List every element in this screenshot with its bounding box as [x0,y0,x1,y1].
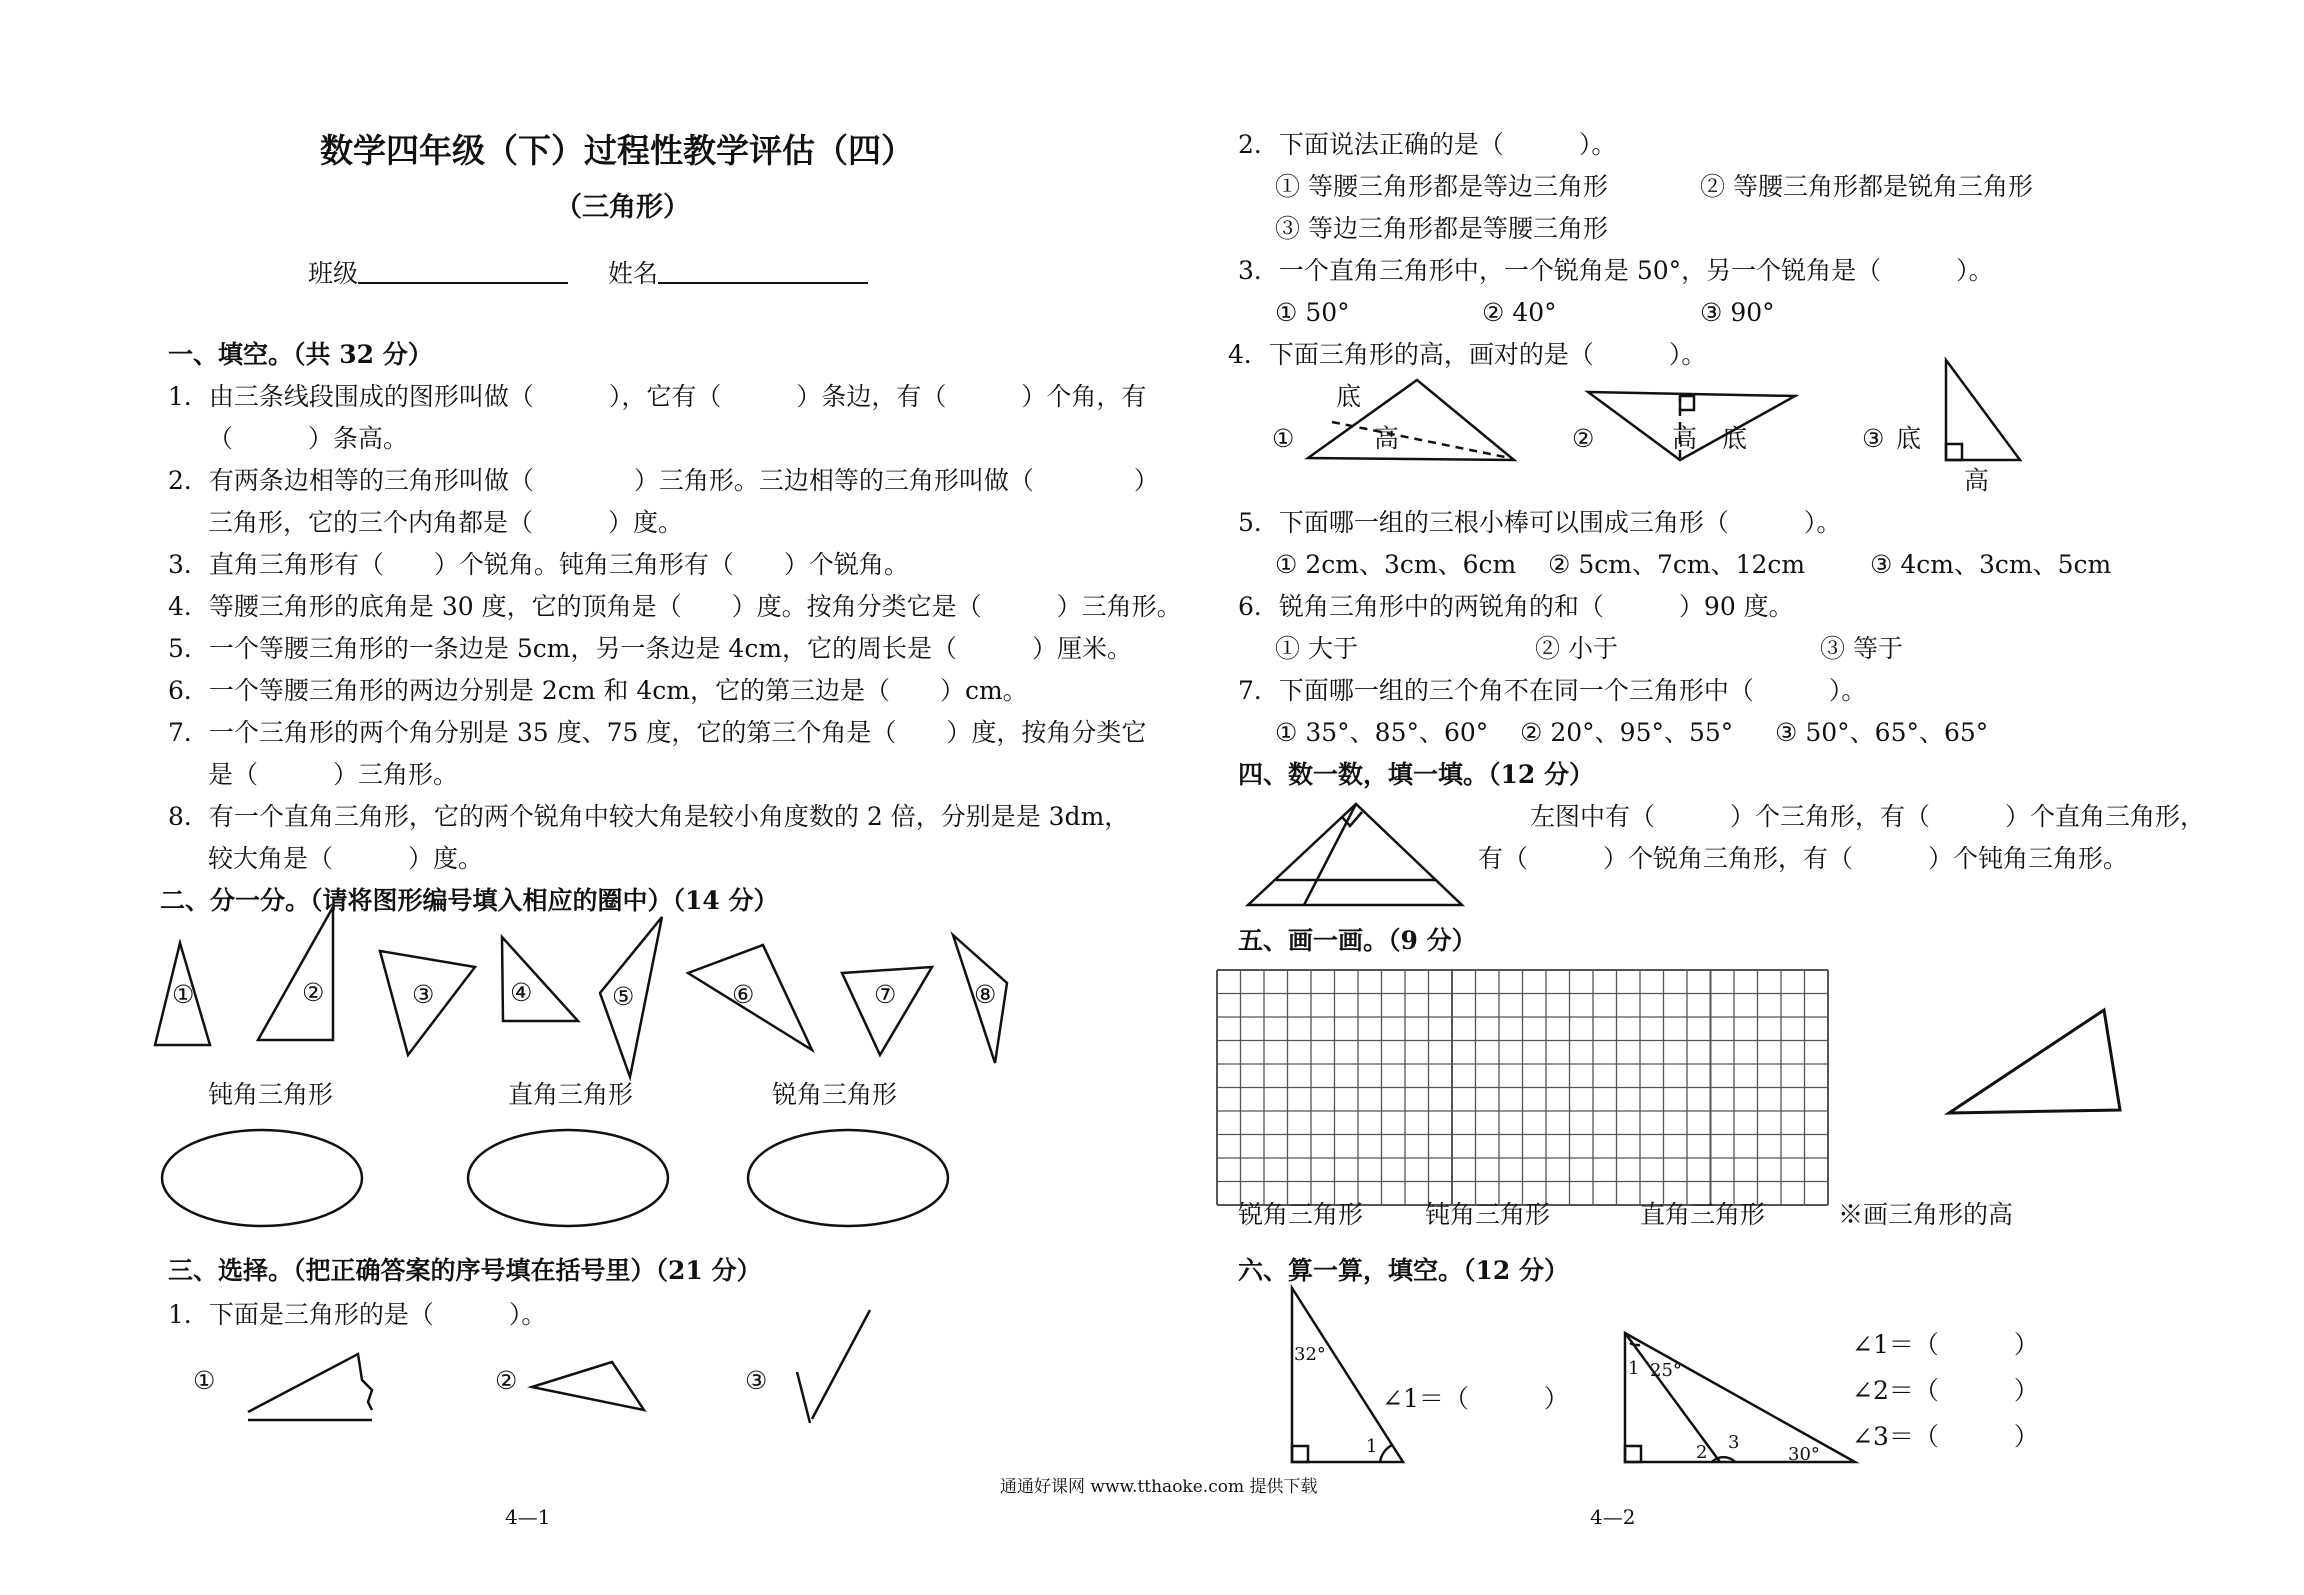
q5-option-2: ② 5cm、7cm、12cm [1548,550,1806,579]
draw-label-obtuse: 钝角三角形 [1425,1200,1551,1229]
drawing-grid [1217,970,1828,1205]
footer-credit: 通通好课网 www.tthaoke.com 提供下载 [1000,1477,1318,1497]
section-3-heading: 三、选择。（把正确答案的序号填在括号里）（21 分） [168,1256,762,1285]
fill-line: 6．一个等腰三角形的两边分别是 2cm 和 4cm，它的第三边是（ ）cm。 [168,676,1028,705]
class-field [308,258,568,289]
shape-label-7: ⑦ [874,980,897,1009]
section-5-heading: 五、画一画。（9 分） [1238,926,1477,955]
fill-line: 是（ ）三角形。 [208,760,459,789]
shape-label-4: ④ [510,978,533,1007]
fill-line: 2．有两条边相等的三角形叫做（ ）三角形。三边相等的三角形叫做（ ） [168,466,1159,495]
question-6: 6．锐角三角形中的两锐角的和（ ）90 度。 [1238,592,1794,621]
ellipse-right [468,1130,668,1226]
answer-angle-1: ∠1＝（ ） [1852,1330,2039,1359]
fill-line: 三角形，它的三个内角都是（ ）度。 [208,508,684,537]
q4-option-1: ① [1272,424,1295,453]
section-4-line-2: 有（ ）个锐角三角形，有（ ）个钝角三角形。 [1478,844,2129,873]
shape-label-5: ⑤ [612,982,635,1011]
shape-label-6: ⑥ [732,980,755,1009]
page-subtitle: （三角形） [555,192,690,223]
fig2-angle-2: 2 [1696,1442,1708,1463]
q1-option-3: ③ [745,1366,768,1395]
answer-angle-3: ∠3＝（ ） [1852,1422,2039,1451]
ellipse-obtuse [162,1130,362,1226]
category-obtuse: 钝角三角形 [208,1080,334,1109]
q7-option-2: ② 20°、95°、55° [1520,718,1734,747]
q3-option-2: ② 40° [1482,298,1557,327]
name-field [608,258,868,289]
section-4-line-1: 左图中有（ ）个三角形，有（ ）个直角三角形， [1530,802,2206,831]
category-right: 直角三角形 [508,1080,634,1109]
answer-angle-2: ∠2＝（ ） [1852,1376,2039,1405]
fig1-answer: ∠1＝（ ） [1382,1384,1569,1413]
q4-fig1-height: 高 [1374,424,1400,453]
ellipse-acute [748,1130,948,1226]
question-4: 4．下面三角形的高，画对的是（ ）。 [1228,340,1707,369]
fig2-angle-25: 25° [1650,1360,1682,1381]
fig1-angle-32: 32° [1294,1344,1326,1365]
page-title: 数学四年级（下）过程性教学评估（四） [320,131,914,170]
section-4-heading: 四、数一数，填一填。（12 分） [1238,760,1594,789]
q3-option-1: ① 50° [1275,298,1350,327]
page-number-right: 4—2 [1590,1505,1636,1529]
question-7: 7．下面哪一组的三个角不在同一个三角形中（ ）。 [1238,676,1867,705]
section-6-heading: 六、算一算，填空。（12 分） [1238,1256,1569,1285]
question-3: 3．一个直角三角形中，一个锐角是 50°，另一个锐角是（ ）。 [1238,256,1994,285]
q3-option-3: ③ 90° [1700,298,1775,327]
fig2-angle-1: 1 [1628,1358,1640,1379]
draw-label-height: ※画三角形的高 [1838,1200,2014,1229]
class-label: 班级 [308,259,359,288]
q4-fig3-base: 底 [1896,424,1922,453]
q4-fig1-base: 底 [1336,382,1362,411]
section-1-heading: 一、填空。（共 32 分） [168,340,433,369]
page-number-left: 4—1 [505,1505,551,1529]
class-input[interactable] [358,258,568,284]
angle-figure-2 [1625,1333,1855,1462]
count-triangles-figure [1248,804,1462,905]
angle-figure-1 [1292,1288,1403,1462]
q6-option-2: ② 小于 [1535,634,1618,663]
fill-line: 7．一个三角形的两个角分别是 35 度、75 度，它的第三个角是（ ）度，按角分类它 [168,718,1147,747]
q4-option-2: ② [1572,424,1595,453]
q5-option-3: ③ 4cm、3cm、5cm [1870,550,2112,579]
shape-label-1: ① [172,980,195,1009]
q4-fig2-base: 底 [1722,424,1748,453]
triangle-2 [258,907,333,1040]
fill-line: （ ）条高。 [208,424,409,453]
fig1-angle-1: 1 [1366,1436,1378,1457]
q4-fig3-height: 高 [1964,466,1990,495]
q7-option-3: ③ 50°、65°、65° [1775,718,1989,747]
q1-shape-1 [248,1354,372,1412]
category-acute: 锐角三角形 [772,1080,898,1109]
q6-option-3: ③ 等于 [1820,634,1903,663]
fill-line: 8．有一个直角三角形，它的两个锐角中较大角是较小角度数的 2 倍，分别是是 3dm， [168,802,1130,831]
fig2-angle-30: 30° [1788,1444,1820,1465]
q1-option-1: ① [193,1366,216,1395]
q4-option-3: ③ [1862,424,1885,453]
fill-line: 5．一个等腰三角形的一条边是 5cm，另一条边是 4cm，它的周长是（ ）厘米。 [168,634,1133,663]
q7-option-1: ① 35°、85°、60° [1275,718,1489,747]
q5-option-1: ① 2cm、3cm、6cm [1275,550,1517,579]
q1-shape-2 [532,1362,644,1410]
fill-line: 1．由三条线段围成的图形叫做（ ），它有（ ）条边，有（ ）个角，有 [168,382,1147,411]
section-2-heading: 二、分一分。（请将图形编号填入相应的圈中）（14 分） [160,886,779,915]
grid-triangle [1949,1010,2120,1113]
draw-label-acute: 锐角三角形 [1238,1200,1364,1229]
shape-label-3: ③ [412,980,435,1009]
fill-line: 4．等腰三角形的底角是 30 度，它的顶角是（ ）度。按角分类它是（ ）三角形。 [168,592,1182,621]
fill-line: 3．直角三角形有（ ）个锐角。钝角三角形有（ ）个锐角。 [168,550,909,579]
q1-option-2: ② [495,1366,518,1395]
fig2-angle-3: 3 [1728,1432,1740,1453]
q4-fig2-height: 高 [1672,424,1698,453]
question-3-1: 1．下面是三角形的是（ ）。 [168,1300,547,1329]
q2-option-3: ③ 等边三角形都是等腰三角形 [1275,214,1608,243]
q1-shape-3 [797,1310,870,1423]
question-5: 5．下面哪一组的三根小棒可以围成三角形（ ）。 [1238,508,1842,537]
q2-option-2: ② 等腰三角形都是锐角三角形 [1700,172,2033,201]
q6-option-1: ① 大于 [1275,634,1358,663]
name-input[interactable] [658,258,868,284]
fill-line: 较大角是（ ）度。 [208,844,484,873]
draw-label-right: 直角三角形 [1640,1200,1766,1229]
shape-label-8: ⑧ [974,980,997,1009]
question-2: 2．下面说法正确的是（ ）。 [1238,130,1617,159]
q2-option-1: ① 等腰三角形都是等边三角形 [1275,172,1608,201]
name-label: 姓名 [608,259,659,288]
shape-label-2: ② [302,978,325,1007]
